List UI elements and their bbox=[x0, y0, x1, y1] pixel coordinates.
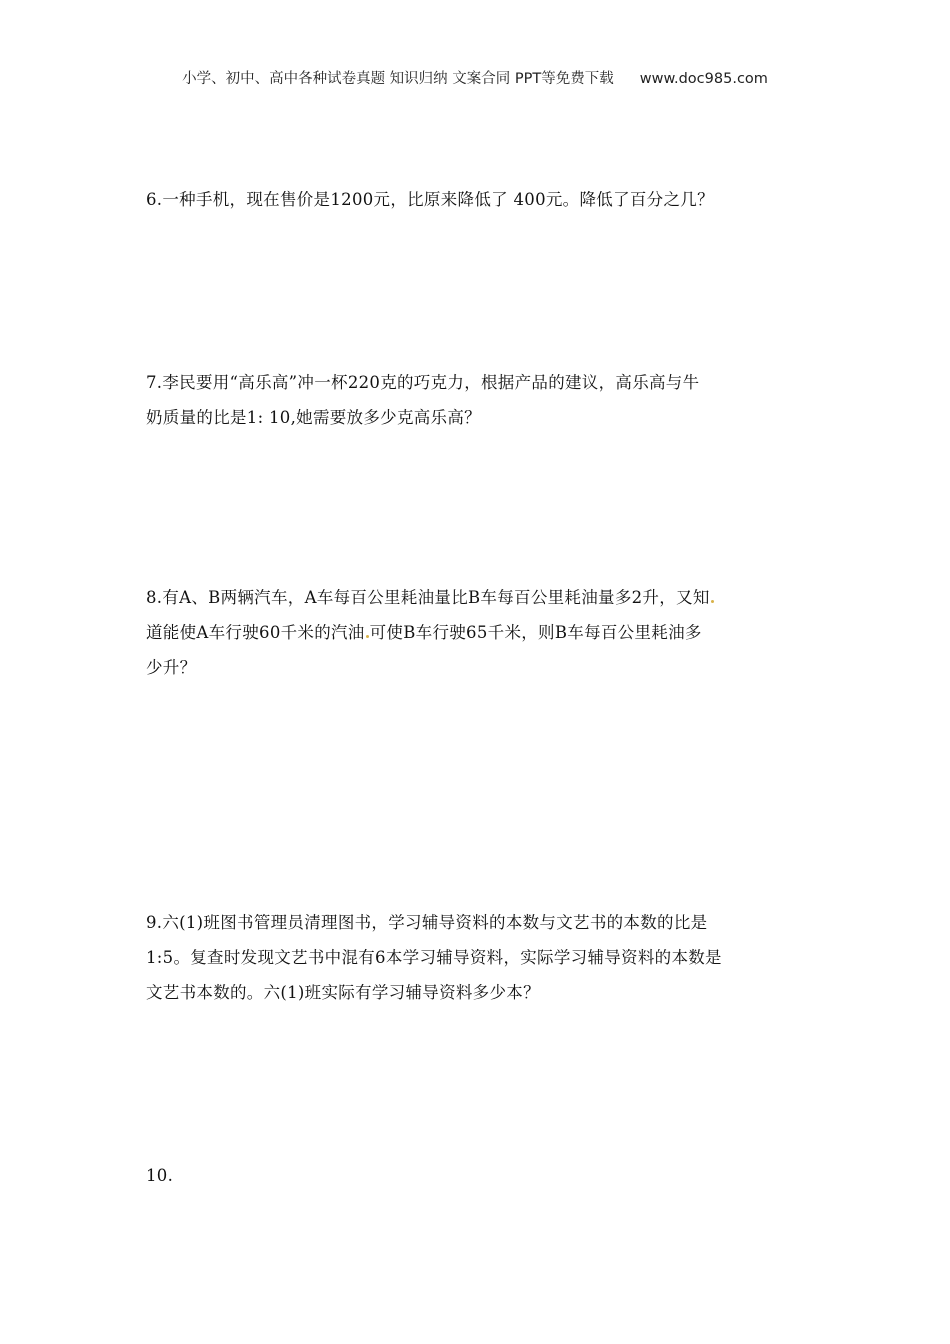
question-8 bbox=[146, 580, 810, 685]
question-line bbox=[146, 615, 810, 650]
question-line: 10. bbox=[146, 1166, 174, 1185]
question-line bbox=[146, 580, 810, 615]
question-7 bbox=[146, 365, 810, 435]
header-site-url: www.doc985.com bbox=[639, 71, 768, 87]
question-line: 文艺书本数的。六(1)班实际有学习辅导资料多少本？ bbox=[146, 983, 540, 1002]
question-line-text: 道能使A车行驶60千米的汽油 bbox=[146, 623, 365, 642]
question-line: 奶质量的比是1: 10,她需要放多少克高乐高？ bbox=[146, 408, 481, 427]
question-line: 7.李民要用“高乐高”冲一杯220克的巧克力，根据产品的建议，高乐高与牛 bbox=[146, 373, 700, 392]
page-header bbox=[0, 67, 950, 88]
annotation-mark bbox=[711, 600, 714, 603]
header-text: 小学、初中、高中各种试卷真题 知识归纳 文案合同 PPT等免费下载 bbox=[182, 71, 614, 87]
question-line: 少升？ bbox=[146, 658, 197, 677]
question-10 bbox=[146, 1158, 810, 1193]
question-6 bbox=[146, 182, 810, 217]
question-line: 6.一种手机，现在售价是1200元，比原来降低了 400元。降低了百分之几？ bbox=[146, 190, 714, 209]
question-line-text: 可使B车行驶65千米，则B车每百公里耗油多 bbox=[369, 623, 702, 642]
question-9 bbox=[146, 905, 810, 1010]
question-line: 9.六(1)班图书管理员清理图书，学习辅导资料的本数与文艺书的本数的比是 bbox=[146, 913, 708, 932]
question-line-text: 8.有A、B两辆汽车，A车每百公里耗油量比B车每百公里耗油量多2升，又知 bbox=[146, 588, 710, 607]
annotation-mark bbox=[366, 635, 369, 638]
question-line: 1:5。复查时发现文艺书中混有6本学习辅导资料，实际学习辅导资料的本数是 bbox=[146, 948, 722, 967]
